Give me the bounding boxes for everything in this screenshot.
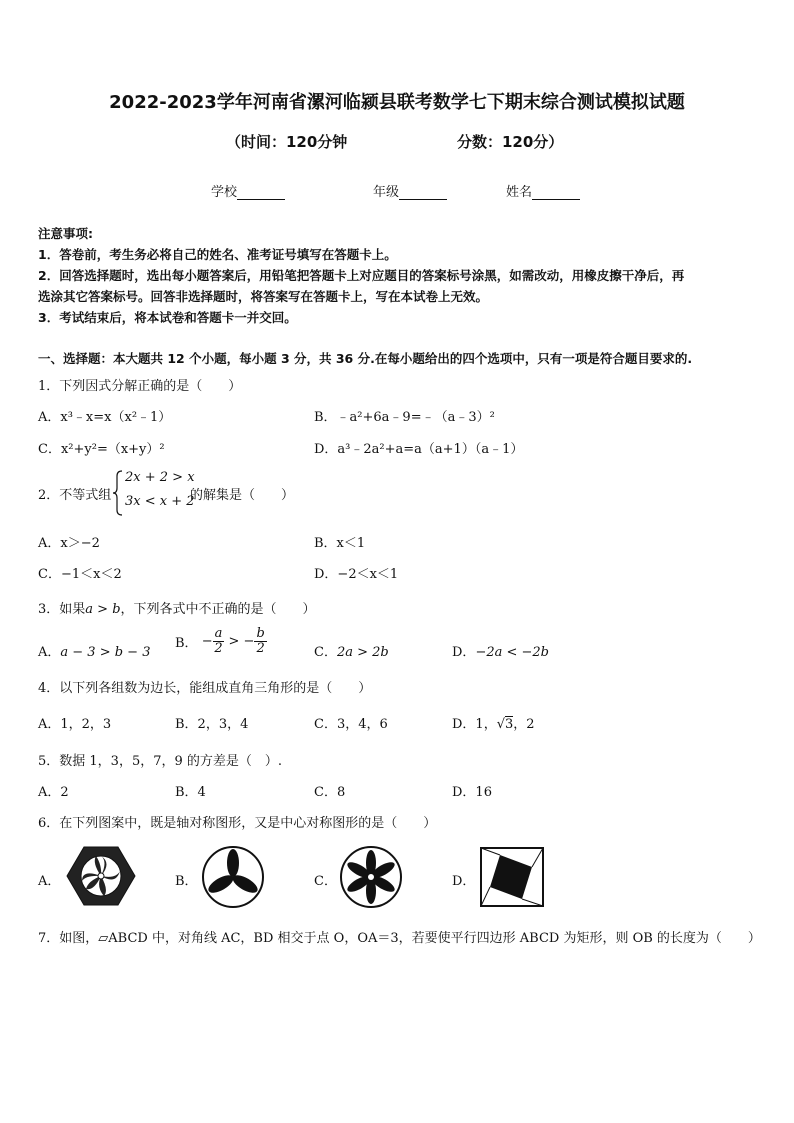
three-leaf-circle-icon xyxy=(200,845,266,909)
q2-option-a: A．x＞−2 xyxy=(38,536,100,551)
q5-option-d: D．16 xyxy=(452,785,492,800)
name-blank xyxy=(532,187,580,200)
q3-gt-sign: > − xyxy=(224,634,255,649)
fraction-denominator: 2 xyxy=(256,641,265,656)
q2-inequality-1: 2x + 2 > x xyxy=(125,470,195,485)
fraction-numerator: a xyxy=(214,626,223,641)
q4-option-d-pre: D．1， xyxy=(452,717,497,732)
q6-option-c: C． xyxy=(314,874,337,889)
q3-stem-pre: 3．如果 xyxy=(38,602,86,617)
grade-field xyxy=(373,181,447,200)
exam-score: 分数：120分） xyxy=(457,133,564,151)
q4-option-d-post: ，2 xyxy=(513,717,535,732)
name-label: 姓名 xyxy=(506,185,533,200)
q2-option-d: D．−2＜x＜1 xyxy=(314,567,399,582)
square-in-square-icon xyxy=(478,845,546,909)
notice-item: 2．回答选择题时，选出每小题答案后，用铅笔把答题卡上对应题目的答案标号涂黑，如需改动，用橡皮擦干净后，再 xyxy=(38,268,685,283)
school-field xyxy=(211,181,285,200)
q3-fraction-b xyxy=(254,627,266,656)
q3-stem xyxy=(38,598,316,617)
exam-time: （时间：120分钟 xyxy=(226,133,348,151)
notice-heading: 注意事项: xyxy=(38,226,93,241)
q3-fraction-a xyxy=(213,627,225,656)
fraction-denominator: 2 xyxy=(214,641,223,656)
q6-option-b: B． xyxy=(175,874,198,889)
q3-option-d-label: D． xyxy=(452,645,476,660)
q3-option-c-expr: 2a > 2b xyxy=(336,645,389,660)
q3-option-c xyxy=(314,641,389,660)
q5-stem: 5．数据 1，3，5，7，9 的方差是（ ）. xyxy=(38,754,283,769)
name-field xyxy=(506,181,580,200)
q6-option-a: A． xyxy=(38,874,61,889)
q3-option-d-expr: −2a < −2b xyxy=(475,645,549,660)
page-title: 2022-2023学年河南省漯河临颍县联考数学七下期末综合测试模拟试题 xyxy=(109,92,685,113)
q6-option-d: D． xyxy=(452,874,476,889)
q4-option-d xyxy=(452,713,535,732)
school-label: 学校 xyxy=(211,185,238,200)
six-petal-flower-icon xyxy=(338,845,404,909)
grade-label: 年级 xyxy=(373,185,400,200)
q6-stem: 6．在下列图案中，既是轴对称图形，又是中心对称图形的是（ ） xyxy=(38,816,437,831)
grade-blank xyxy=(399,187,447,200)
q3-option-d xyxy=(452,641,549,660)
q1-option-c: C．x²+y²=（x+y）² xyxy=(38,442,165,457)
notice-item: 1．答卷前，考生务必将自己的姓名、准考证号填写在答题卡上。 xyxy=(38,247,397,262)
q5-option-c: C．8 xyxy=(314,785,346,800)
q5-option-b: B．4 xyxy=(175,785,206,800)
q3-option-a xyxy=(38,641,150,660)
q3-option-c-label: C． xyxy=(314,645,337,660)
notice-item: 选涂其它答案标号。回答非选择题时，将答案写在答题卡上，写在本试卷上无效。 xyxy=(38,289,489,304)
q2-stem-post: 的解集是（ ） xyxy=(190,488,295,503)
q5-option-a: A．2 xyxy=(38,785,69,800)
q4-stem: 4．以下列各组数为边长，能组成直角三角形的是（ ） xyxy=(38,681,372,696)
q4-option-c: C．3，4，6 xyxy=(314,717,388,732)
notice-item: 3．考试结束后，将本试卷和答题卡一并交回。 xyxy=(38,310,297,325)
q2-option-c: C．−1＜x＜2 xyxy=(38,567,122,582)
q2-inequality-2: 3x < x + 2 xyxy=(125,494,195,509)
q7-stem: 7．如图，▱ABCD 中，对角线 AC，BD 相交于点 O，OA＝3，若要使平行四边形 ABCD 为矩形，则 OB 的长度为（ ） xyxy=(38,931,761,946)
q1-option-d: D．a³﹣2a²+a=a（a+1）（a﹣1） xyxy=(314,442,524,457)
sqrt-radicand: 3 xyxy=(505,717,514,732)
q3-stem-post: ，下列各式中不正确的是（ ） xyxy=(120,602,316,617)
q3-option-a-label: A． xyxy=(38,645,61,660)
section-heading: 一、选择题：本大题共 12 个小题，每小题 3 分，共 36 分.在每小题给出的四个选项中，只有一项是符合题目要求的. xyxy=(38,351,693,366)
q3-option-a-expr: a − 3 > b − 3 xyxy=(60,645,151,660)
q4-option-b: B．2，3，4 xyxy=(175,717,249,732)
q3-condition: a > b xyxy=(85,602,121,617)
q3-minus-sign: − xyxy=(201,634,213,649)
q1-stem: 1．下列因式分解正确的是（ ） xyxy=(38,379,242,394)
q3-option-b xyxy=(175,627,267,656)
q2-option-b: B．x＜1 xyxy=(314,536,366,551)
hexagon-pinwheel-icon xyxy=(66,845,136,907)
sqrt-sign: √ xyxy=(496,717,505,732)
q3-option-b-label: B． xyxy=(175,636,198,651)
q4-option-a: A．1，2，3 xyxy=(38,717,112,732)
q1-option-b: B．﹣a²+6a﹣9=﹣（a﹣3）² xyxy=(314,410,495,425)
q2-brace xyxy=(113,470,123,516)
fraction-numerator: b xyxy=(256,626,265,641)
q1-option-a: A．x³﹣x=x（x²﹣1） xyxy=(38,410,172,425)
q2-stem-pre: 2．不等式组 xyxy=(38,488,112,503)
school-blank xyxy=(237,187,285,200)
